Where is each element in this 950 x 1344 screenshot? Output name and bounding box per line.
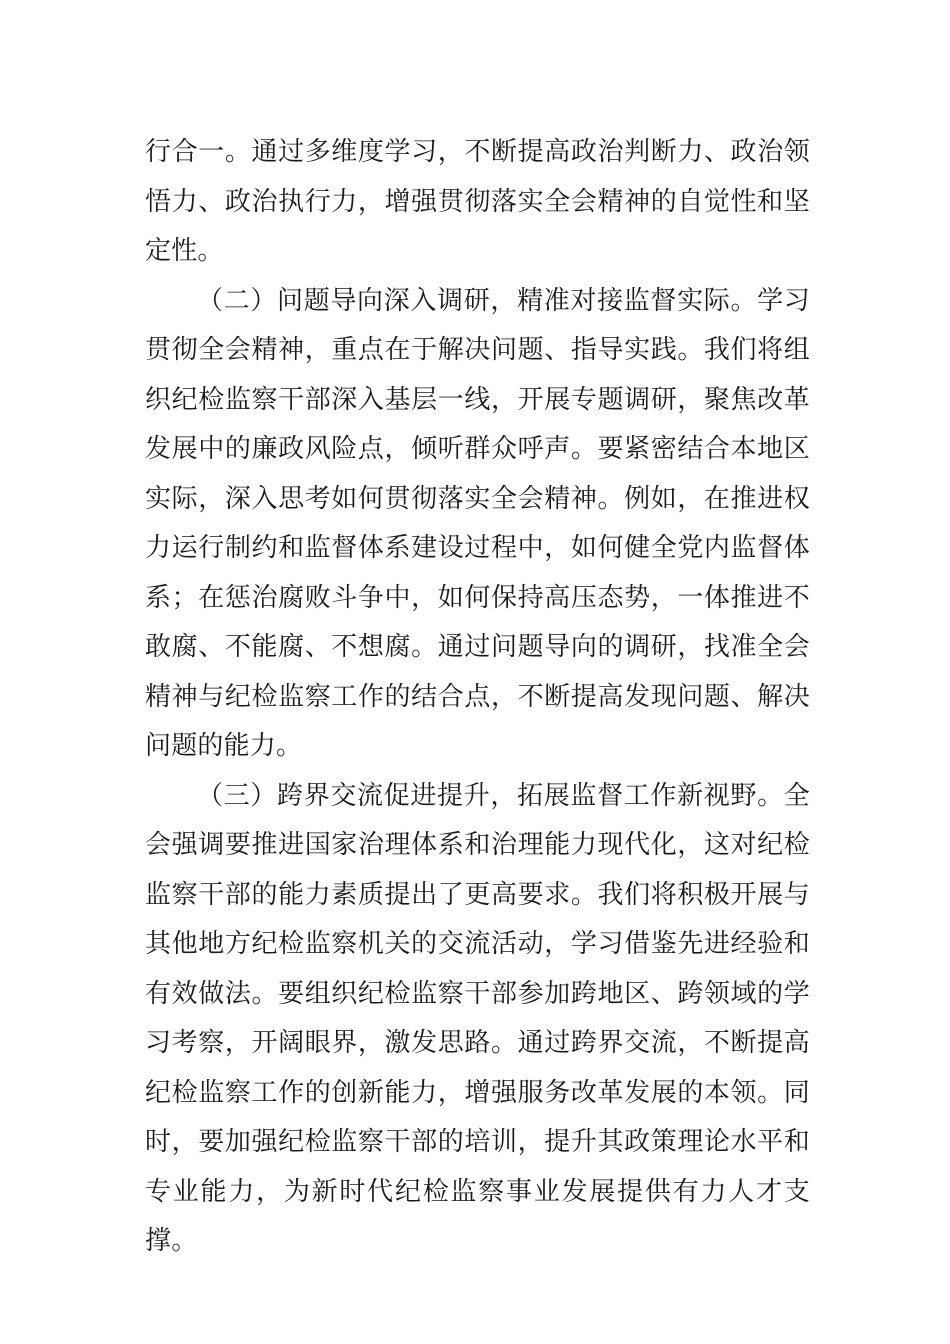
paragraph-section-2: （二）问题导向深入调研，精准对接监督实际。学习贯彻全会精神，重点在于解决问题、指导实践。我们将组织纪检监察干部深入基层一线，开展专题调研，聚焦改革发展中的廉政风险点，倾听群众呼声。要紧密结合本地区实际，深入思考如何贯彻落实全会精神。例如，在推进权力运行制约和监督体系建设过程中，如何健全党内监督体系；在惩治腐败斗争中，如何保持高压态势，一体推进不敢腐、不能腐、不想腐。通过问题导向的调研，找准全会精神与纪检监察工作的结合点，不断提高发现问题、解决问题的能力。 [145,285,810,761]
paragraph-continuation: 行合一。通过多维度学习，不断提高政治判断力、政治领悟力、政治执行力，增强贯彻落实全会精神的自觉性和坚定性。 [145,137,810,266]
paragraph-section-3: （三）跨界交流促进提升，拓展监督工作新视野。全会强调要推进国家治理体系和治理能力现代化，这对纪检监察干部的能力素质提出了更高要求。我们将积极开展与其他地方纪检监察机关的交流活动，学习借鉴先进经验和有效做法。要组织纪检监察干部参加跨地区、跨领域的学习考察，开阔眼界，激发思路。通过跨界交流，不断提高纪检监察工作的创新能力，增强服务改革发展的本领。同时，要加强纪检监察干部的培训，提升其政策理论水平和专业能力，为新时代纪检监察事业发展提供有力人才支撑。 [145,780,810,1256]
document-body [145,128,810,1267]
